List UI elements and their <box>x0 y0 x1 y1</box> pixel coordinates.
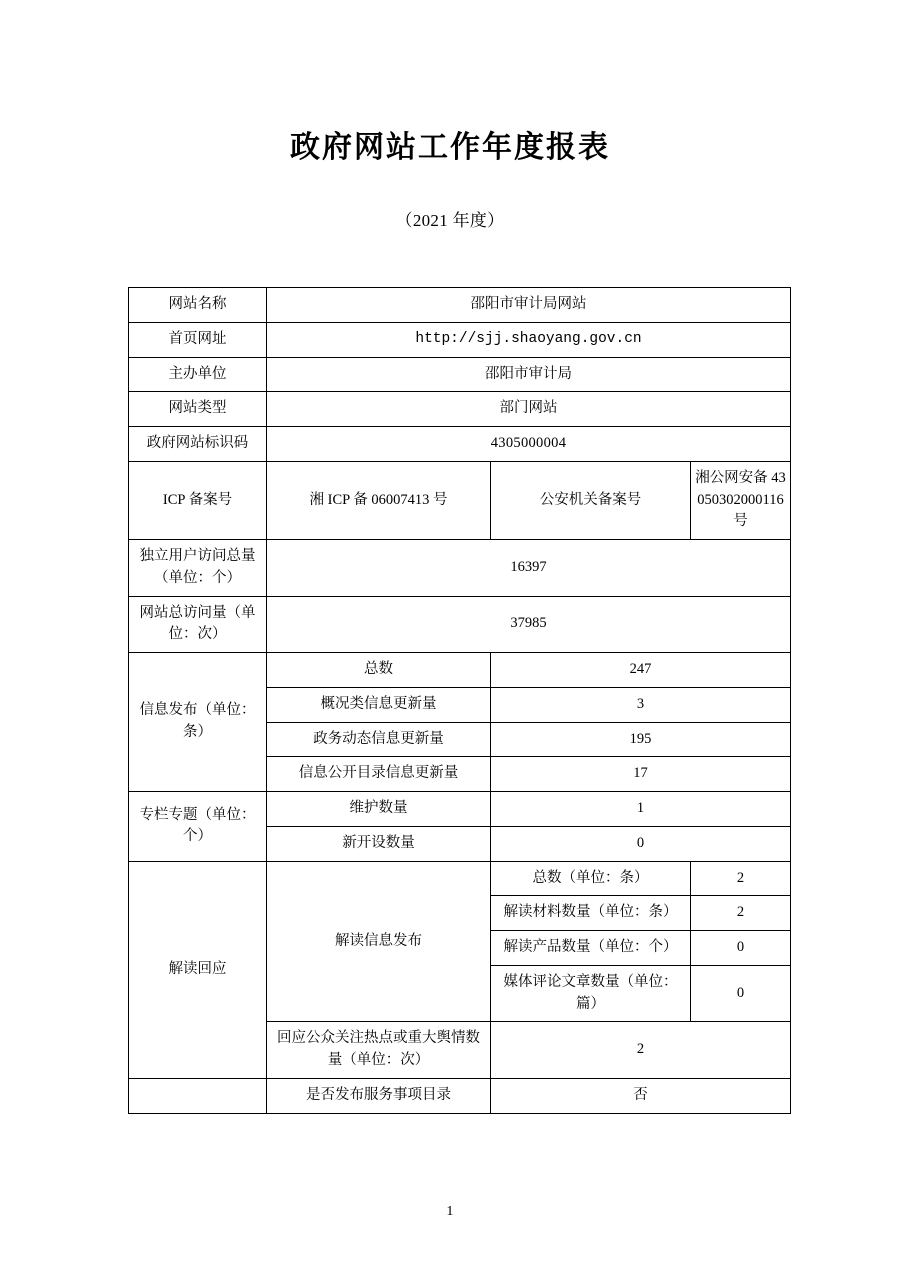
column-topic-item-value: 0 <box>491 826 791 861</box>
info-publish-item-name: 概况类信息更新量 <box>267 687 491 722</box>
empty-cell <box>129 1078 267 1113</box>
site-code-value: 4305000004 <box>267 427 791 462</box>
hotspot-response-value: 2 <box>491 1022 791 1079</box>
table-row <box>129 861 791 896</box>
column-topic-label: 专栏专题（单位：个） <box>129 792 267 862</box>
info-publish-item-name: 总数 <box>267 653 491 688</box>
police-record-value: 湘公网安备 43050302000116 号 <box>691 461 791 539</box>
interpret-response-label: 解读回应 <box>129 861 267 1078</box>
site-name-value: 邵阳市审计局网站 <box>267 288 791 323</box>
site-code-label: 政府网站标识码 <box>129 427 267 462</box>
home-url-value: http://sjj.shaoyang.gov.cn <box>267 322 791 357</box>
info-publish-item-value: 247 <box>491 653 791 688</box>
site-type-label: 网站类型 <box>129 392 267 427</box>
column-topic-item-name: 新开设数量 <box>267 826 491 861</box>
interpret-item-value: 0 <box>691 965 791 1022</box>
table-row <box>129 461 791 539</box>
page-title: 政府网站工作年度报表 <box>290 130 610 165</box>
table-row <box>129 1078 791 1113</box>
total-visits-value: 37985 <box>267 596 791 653</box>
table-row <box>129 357 791 392</box>
service-catalog-value: 否 <box>491 1078 791 1113</box>
interpret-item-name: 解读产品数量（单位：个） <box>491 931 691 966</box>
interpret-item-value: 2 <box>691 896 791 931</box>
icp-value: 湘 ICP 备 06007413 号 <box>267 461 491 539</box>
total-visits-label: 网站总访问量（单位：次） <box>129 596 267 653</box>
table-row <box>129 392 791 427</box>
interpret-publish-label: 解读信息发布 <box>267 861 491 1022</box>
unique-visitors-value: 16397 <box>267 540 791 597</box>
service-catalog-label: 是否发布服务事项目录 <box>267 1078 491 1113</box>
info-publish-item-name: 信息公开目录信息更新量 <box>267 757 491 792</box>
host-unit-label: 主办单位 <box>129 357 267 392</box>
interpret-item-name: 解读材料数量（单位：条） <box>491 896 691 931</box>
table-row <box>129 596 791 653</box>
host-unit-value: 邵阳市审计局 <box>267 357 791 392</box>
site-name-label: 网站名称 <box>129 288 267 323</box>
info-publish-item-value: 195 <box>491 722 791 757</box>
site-type-value: 部门网站 <box>267 392 791 427</box>
interpret-item-value: 2 <box>691 861 791 896</box>
icp-label: ICP 备案号 <box>129 461 267 539</box>
column-topic-item-name: 维护数量 <box>267 792 491 827</box>
annual-report-table <box>128 287 791 1114</box>
page-subtitle: （2021 年度） <box>395 211 505 230</box>
interpret-item-name: 总数（单位：条） <box>491 861 691 896</box>
column-topic-item-value: 1 <box>491 792 791 827</box>
table-row <box>129 322 791 357</box>
unique-visitors-label: 独立用户访问总量（单位：个） <box>129 540 267 597</box>
table-row <box>129 427 791 462</box>
info-publish-label: 信息发布（单位：条） <box>129 653 267 792</box>
police-record-label: 公安机关备案号 <box>491 461 691 539</box>
table-row <box>129 792 791 827</box>
info-publish-item-name: 政务动态信息更新量 <box>267 722 491 757</box>
table-row <box>129 653 791 688</box>
home-url-label: 首页网址 <box>129 322 267 357</box>
page-number: 1 <box>446 1204 454 1219</box>
table-row <box>129 540 791 597</box>
table-row <box>129 288 791 323</box>
hotspot-response-label: 回应公众关注热点或重大舆情数量（单位：次） <box>267 1022 491 1079</box>
info-publish-item-value: 17 <box>491 757 791 792</box>
interpret-item-value: 0 <box>691 931 791 966</box>
interpret-item-name: 媒体评论文章数量（单位：篇） <box>491 965 691 1022</box>
info-publish-item-value: 3 <box>491 687 791 722</box>
